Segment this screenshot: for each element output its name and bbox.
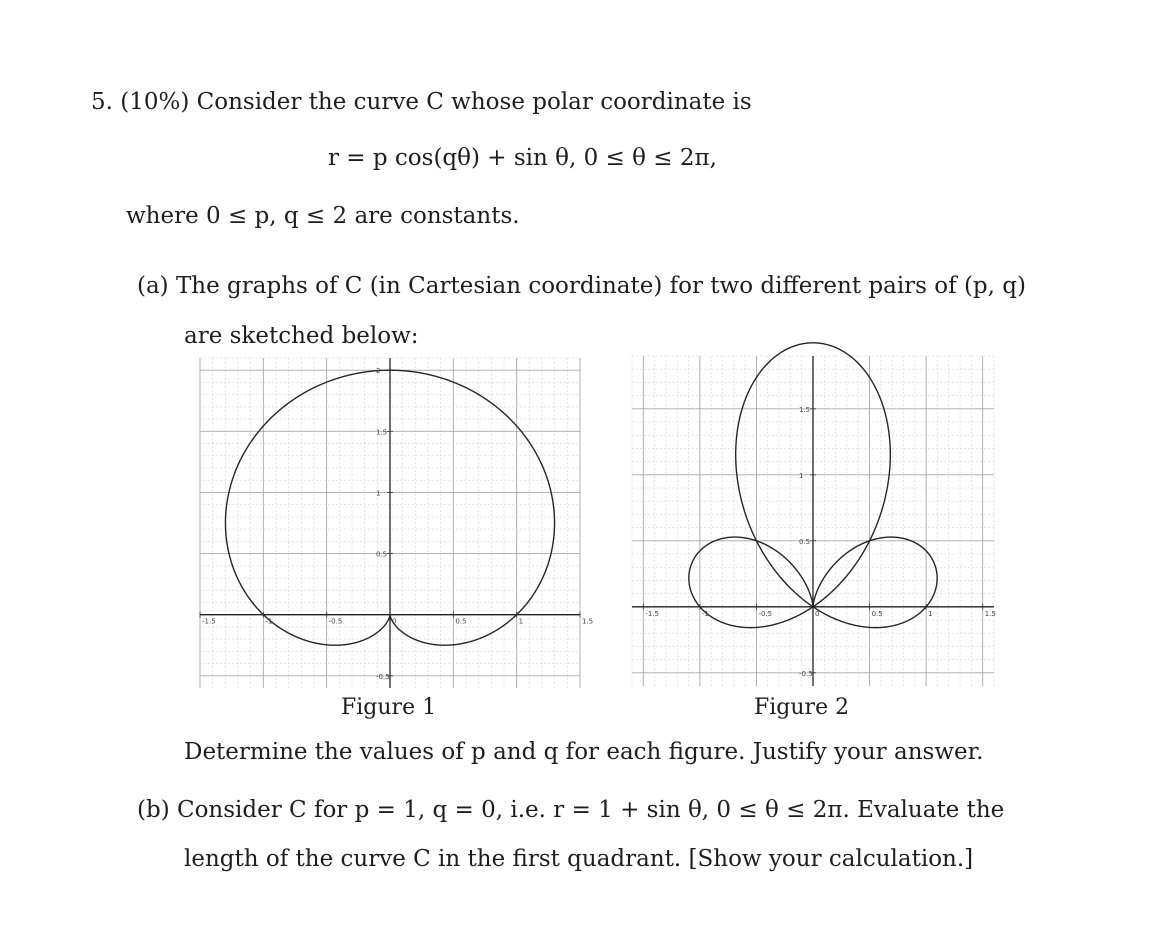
y-tick-label: 1 bbox=[799, 471, 804, 480]
figure-1-plot bbox=[200, 358, 594, 688]
x-tick-label: 0.5 bbox=[455, 617, 467, 626]
figure-2-caption: Figure 2 bbox=[754, 695, 850, 720]
y-tick-label: 2 bbox=[376, 367, 381, 376]
figure-2-plot bbox=[632, 356, 994, 686]
y-tick-label: -0.5 bbox=[799, 669, 813, 678]
x-tick-label: 1 bbox=[518, 617, 524, 626]
problem-equation: r = p cos(qθ) + sin θ, 0 ≤ θ ≤ 2π, bbox=[328, 145, 717, 171]
x-tick-label: -1.5 bbox=[202, 617, 216, 626]
problem-constraint: where 0 ≤ p, q ≤ 2 are constants. bbox=[126, 203, 520, 229]
figure-1-caption: Figure 1 bbox=[341, 695, 437, 720]
part-a-question: Determine the values of p and q for each figure. Justify your answer. bbox=[184, 739, 984, 765]
part-b-line2: length of the curve C in the first quadrant. [Show your calculation.] bbox=[184, 846, 974, 872]
x-tick-label: 0 bbox=[815, 609, 820, 618]
part-a-line2: are sketched below: bbox=[184, 323, 419, 349]
x-tick-label: 1 bbox=[928, 609, 933, 618]
x-tick-label: 1.5 bbox=[582, 617, 594, 626]
x-tick-label: 0 bbox=[392, 617, 397, 626]
y-tick-label: 1.5 bbox=[799, 405, 811, 414]
problem-header: 5. (10%) Consider the curve C whose polar coordinate is bbox=[91, 89, 752, 115]
x-tick-label: -1 bbox=[701, 609, 709, 618]
y-tick-label: 1 bbox=[376, 489, 381, 498]
x-tick-label: -0.5 bbox=[328, 617, 343, 626]
x-tick-label: -1.5 bbox=[645, 609, 659, 618]
x-tick-label: 0.5 bbox=[871, 609, 883, 618]
x-tick-label: -0.5 bbox=[758, 609, 773, 618]
x-tick-label: 1.5 bbox=[984, 609, 996, 618]
y-tick-label: 0.5 bbox=[799, 537, 811, 546]
y-tick-label: 0.5 bbox=[376, 550, 388, 559]
part-b-line1: (b) Consider C for p = 1, q = 0, i.e. r = 1 + sin θ, 0 ≤ θ ≤ 2π. Evaluate the bbox=[137, 797, 1005, 823]
part-a-line1: (a) The graphs of C (in Cartesian coordinate) for two different pairs of (p, q) bbox=[137, 273, 1026, 299]
y-tick-label: -0.5 bbox=[376, 672, 390, 681]
y-tick-label: 1.5 bbox=[376, 428, 388, 437]
x-tick-label: -1 bbox=[265, 617, 273, 626]
